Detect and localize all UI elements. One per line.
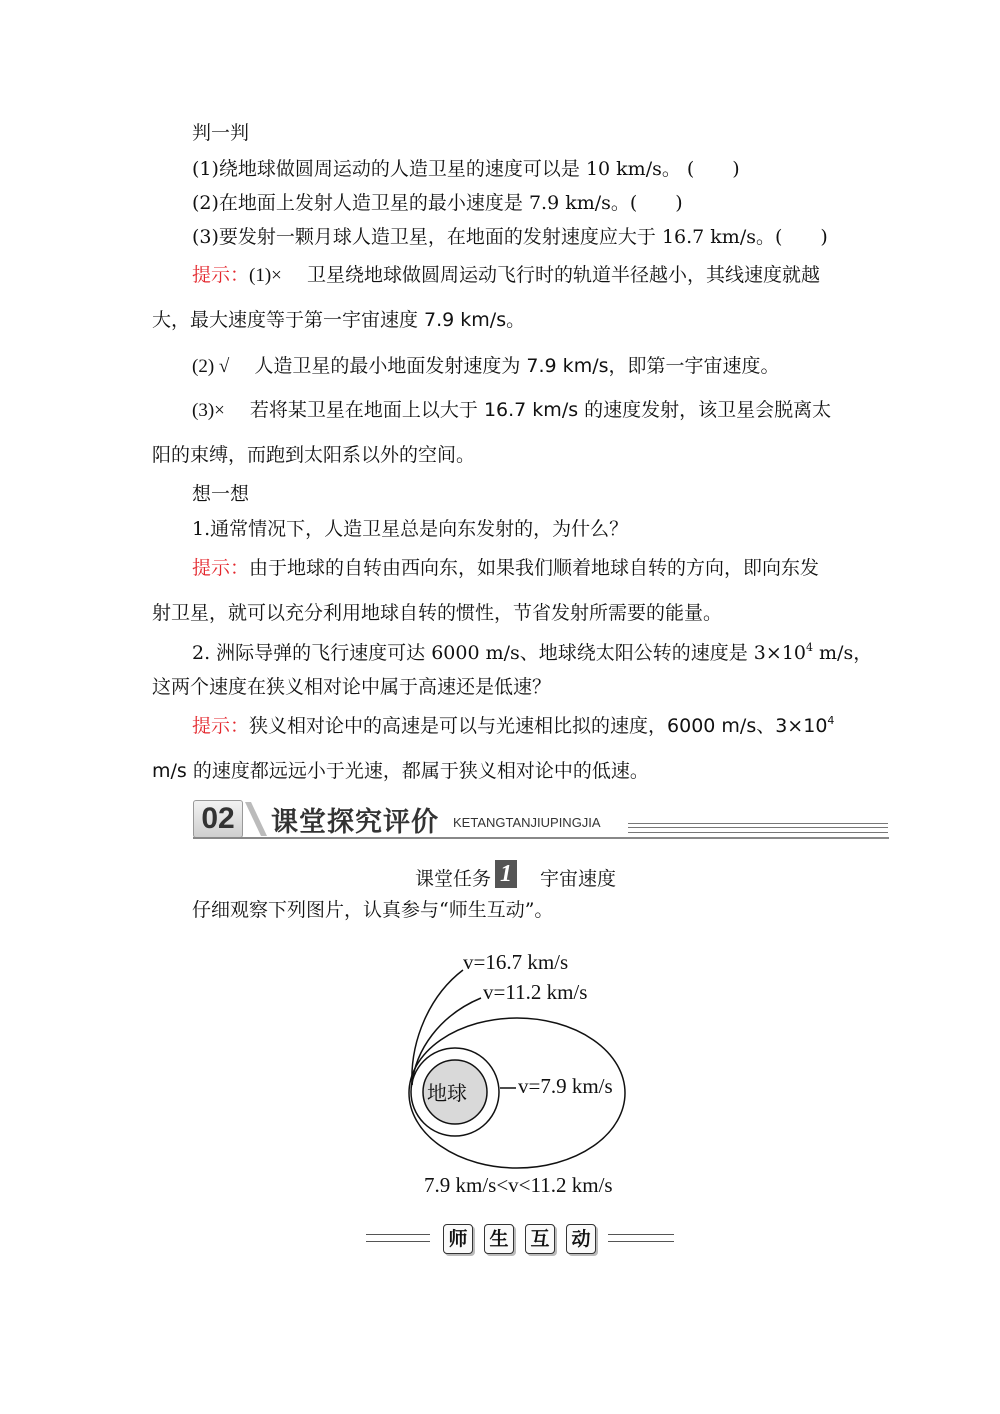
hint-label: 提示： [192, 715, 250, 737]
judge-a1-cont: 大，最大速度等于第一宇宙速度 7.9 km/s。 [152, 309, 526, 331]
task-intro: 仔细观察下列图片，认真参与“师生互动”。 [192, 899, 554, 921]
badge-teacher: 师 [443, 1224, 473, 1254]
badge-student: 生 [484, 1224, 514, 1254]
velocity-label-7-9: v=7.9 km/s [518, 1074, 613, 1098]
badge-mutual: 互 [525, 1224, 555, 1254]
section-pinyin: KETANGTANJIUPINGJIA [453, 815, 601, 830]
section-title: 课堂探究评价 [271, 807, 439, 838]
section-number: 02 [193, 800, 243, 838]
earth-label: 地球 [427, 1081, 467, 1105]
velocity-label-11-2: v=11.2 km/s [483, 980, 588, 1004]
think-q2-cont: 这两个速度在狭义相对论中属于高速还是低速？ [152, 676, 552, 698]
divider [366, 1234, 430, 1242]
judge-q1: (1)绕地球做圆周运动的人造卫星的速度可以是 10 km/s。 ( ) [192, 158, 740, 180]
answer-mark: (3)× [192, 400, 225, 421]
answer-text: 若将某卫星在地面上以大于 16.7 km/s 的速度发射，该卫星会脱离太 [249, 399, 832, 421]
hint-label: 提示： [192, 264, 250, 286]
answer-text: 狭义相对论中的高速是可以与光速相比拟的速度，6000 m/s、3×10 [249, 715, 828, 737]
divider [608, 1234, 674, 1242]
judge-q3: (3)要发射一颗月球人造卫星，在地面的发射速度应大于 16.7 km/s。( ) [192, 226, 828, 248]
think-title: 想一想 [192, 483, 250, 505]
answer-text: 卫星绕地球做圆周运动飞行时的轨道半径越小，其线速度就越 [306, 264, 820, 286]
judge-a3-cont: 阳的束缚，而跑到太阳系以外的空间。 [152, 444, 476, 466]
think-a2-cont: m/s 的速度都远远小于光速，都属于狭义相对论中的低速。 [152, 760, 649, 782]
badge-interact: 动 [566, 1224, 596, 1254]
velocity-range-label: 7.9 km/s<v<11.2 km/s [424, 1173, 613, 1197]
exponent: 4 [827, 714, 835, 727]
answer-mark: (2) √ [192, 356, 230, 377]
hint-label: 提示： [192, 557, 250, 579]
task-title: 宇宙速度 [540, 868, 617, 890]
exponent: 4 [806, 641, 813, 654]
task-number: 1 [495, 860, 517, 888]
task-label: 课堂任务 [415, 868, 492, 890]
q-text: 2. 洲际导弹的飞行速度可达 6000 m/s、地球绕太阳公转的速度是 3×10 [192, 642, 806, 664]
q-text: m/s， [813, 642, 873, 664]
think-a1-cont: 射卫星，就可以充分利用地球自转的惯性，节省发射所需要的能量。 [152, 602, 723, 624]
judge-title: 判一判 [192, 122, 250, 144]
answer-text: 人造卫星的最小地面发射速度为 7.9 km/s，即第一宇宙速度。 [254, 355, 780, 377]
answer-text: 由于地球的自转由西向东，如果我们顺着地球自转的方向，即向东发 [249, 557, 820, 579]
judge-q2: (2)在地面上发射人造卫星的最小速度是 7.9 km/s。( ) [192, 192, 683, 214]
answer-mark: (1)× [249, 265, 282, 286]
think-q1: 1.通常情况下，人造卫星总是向东发射的，为什么？ [192, 518, 629, 540]
velocity-label-16-7: v=16.7 km/s [463, 950, 569, 974]
